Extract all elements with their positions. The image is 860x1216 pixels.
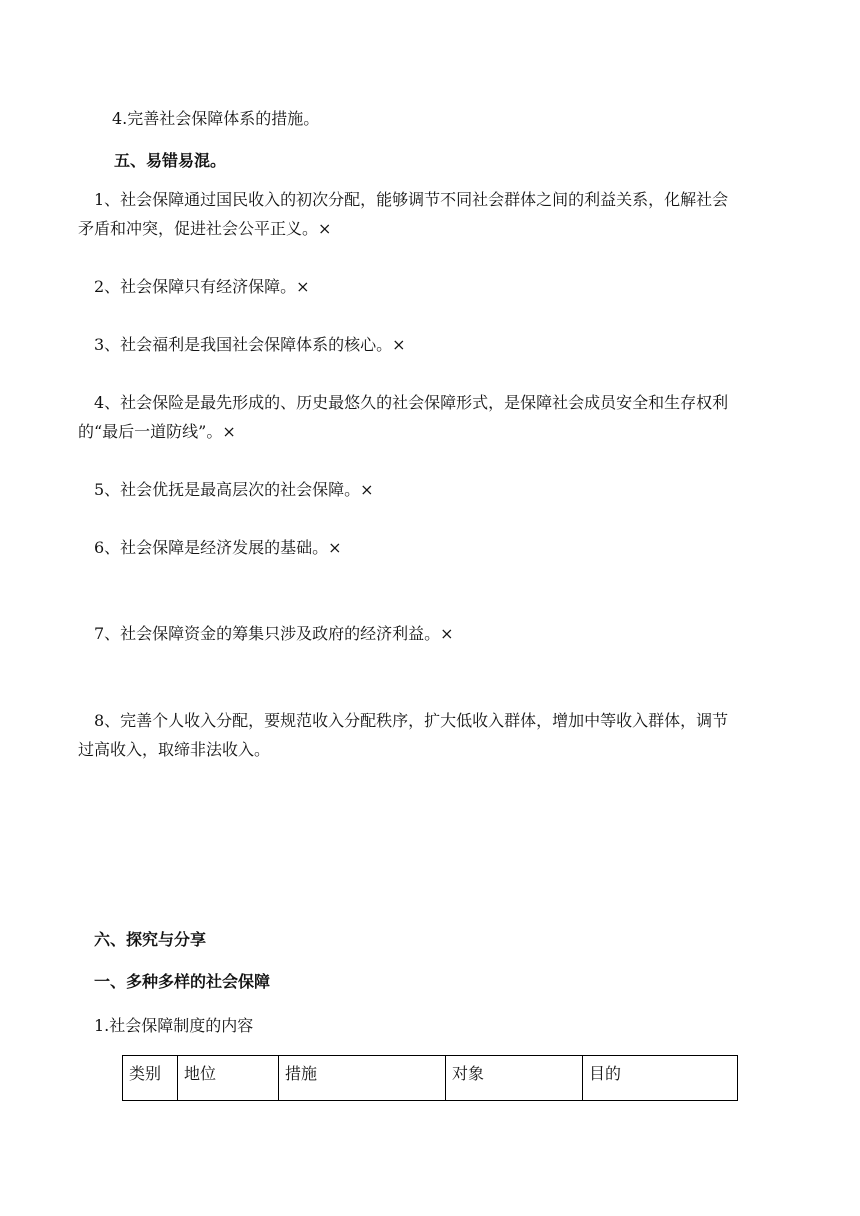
mistake-item-5: 5、社会优抚是最高层次的社会保障。× xyxy=(94,480,374,499)
subsection-title-social-security: 一、多种多样的社会保障 xyxy=(94,972,271,991)
section-title-explore-share: 六、探究与分享 xyxy=(94,930,207,949)
table-header-target: 对象 xyxy=(446,1056,583,1101)
mistake-item-8-line1: 8、完善个人收入分配，要规范收入分配秩序，扩大低收入群体，增加中等收入群体，调节 xyxy=(94,711,729,730)
section-title-common-mistakes: 五、易错易混。 xyxy=(114,151,227,170)
mistake-item-1-line2: 矛盾和冲突，促进社会公平正义。× xyxy=(78,219,332,238)
mistake-item-7: 7、社会保障资金的筹集只涉及政府的经济利益。× xyxy=(94,624,454,643)
list-item-measures: 4.完善社会保障体系的措施。 xyxy=(112,109,320,128)
table-header-status: 地位 xyxy=(178,1056,279,1101)
mistake-item-8-line2: 过高收入，取缔非法收入。 xyxy=(78,740,271,759)
list-item-system-content: 1.社会保障制度的内容 xyxy=(94,1016,254,1035)
table-header-category: 类别 xyxy=(123,1056,178,1101)
table-header-row xyxy=(123,1056,738,1101)
table-header-purpose: 目的 xyxy=(583,1056,738,1101)
social-security-table xyxy=(122,1055,738,1101)
mistake-item-6: 6、社会保障是经济发展的基础。× xyxy=(94,538,342,557)
mistake-item-1-line1: 1、社会保障通过国民收入的初次分配，能够调节不同社会群体之间的利益关系，化解社会 xyxy=(94,190,729,209)
table-header-measures: 措施 xyxy=(279,1056,446,1101)
mistake-item-3: 3、社会福利是我国社会保障体系的核心。× xyxy=(94,335,406,354)
mistake-item-4-line2: 的“最后一道防线”。× xyxy=(78,422,236,441)
mistake-item-2: 2、社会保障只有经济保障。× xyxy=(94,277,310,296)
mistake-item-4-line1: 4、社会保险是最先形成的、历史最悠久的社会保障形式，是保障社会成员安全和生存权利 xyxy=(94,393,729,412)
